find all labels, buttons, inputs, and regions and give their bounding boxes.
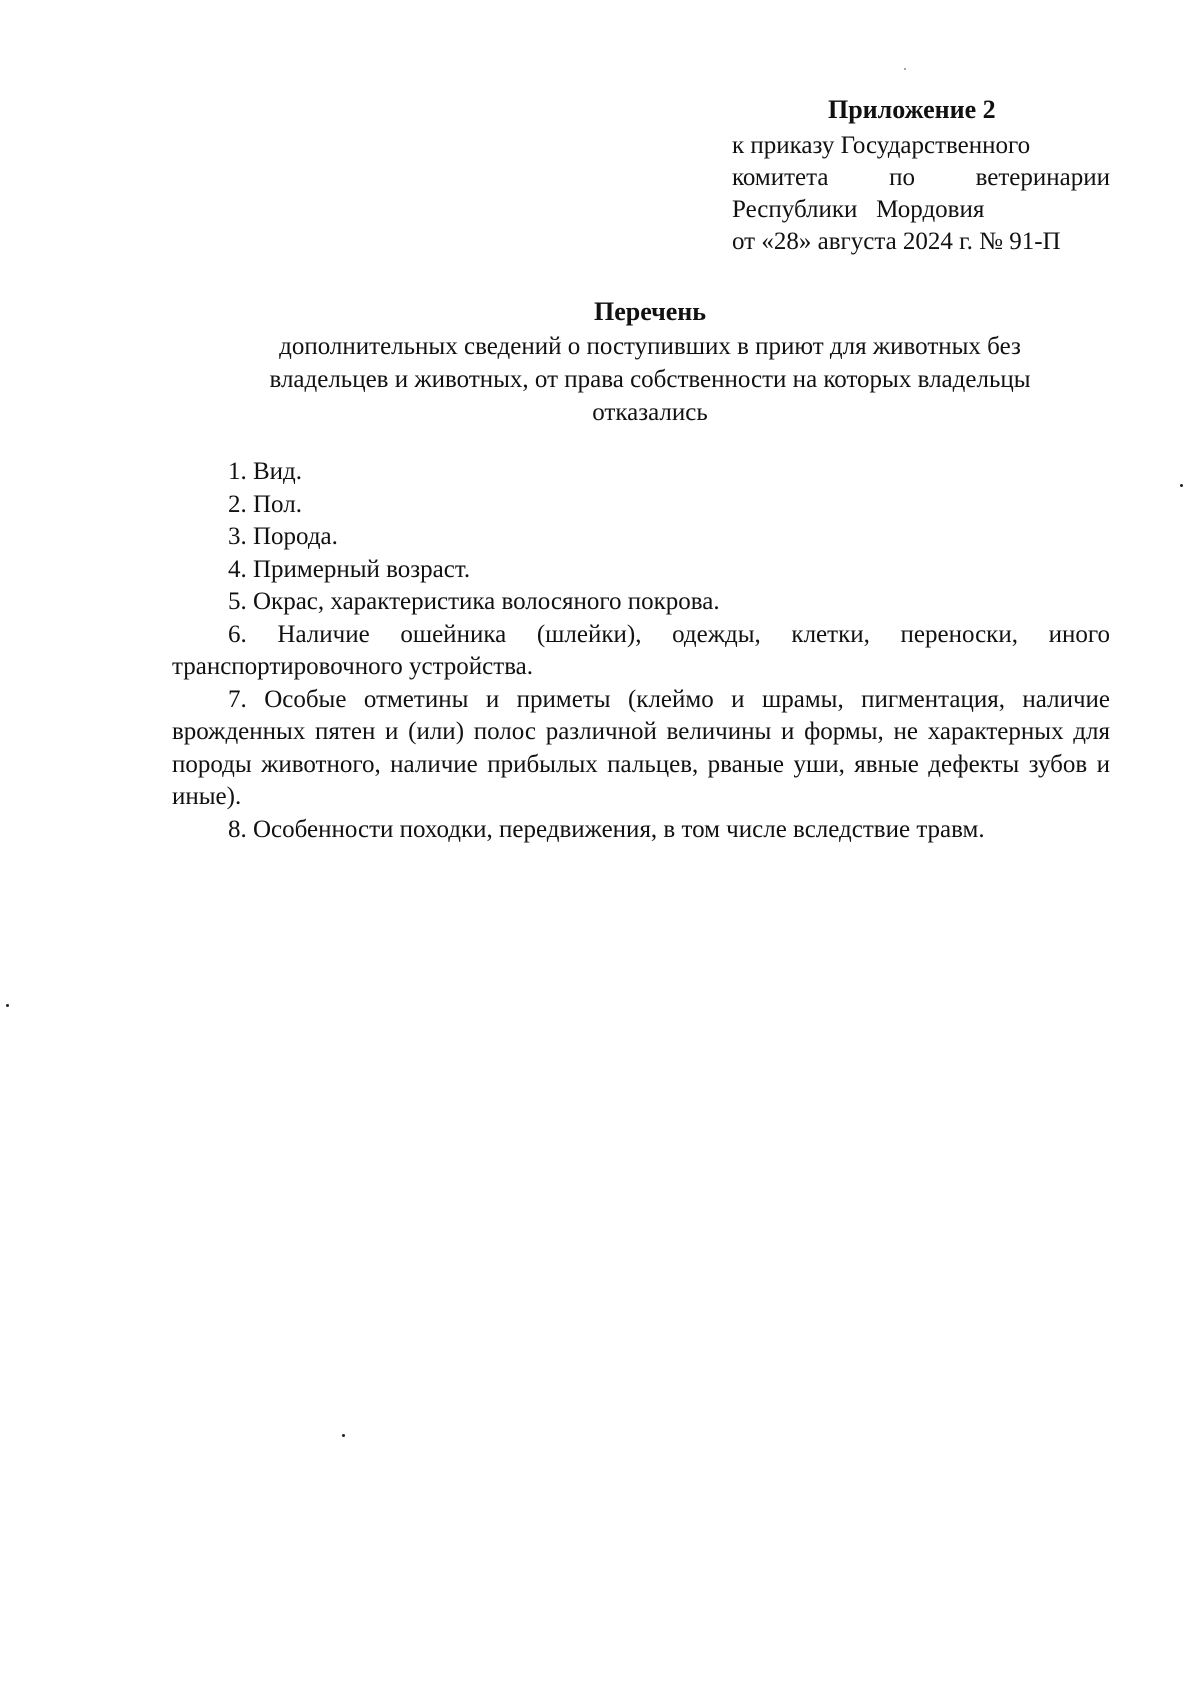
attachment-line-2 bbox=[732, 162, 1110, 194]
list-item: 4. Примерный возраст. bbox=[228, 555, 471, 583]
list-item: 3. Порода. bbox=[228, 523, 338, 550]
list-item: 5. Окрас, характеристика волосяного покрова. bbox=[228, 588, 720, 615]
attachment-block bbox=[732, 94, 1112, 258]
heading-subtitle-line: отказались bbox=[592, 399, 708, 426]
scan-speck bbox=[6, 1004, 9, 1007]
heading-subtitle-line: владельцев и животных, от права собственности на которых владельцы bbox=[269, 366, 1031, 393]
scan-speck bbox=[1180, 484, 1183, 487]
list-item: 1. Вид. bbox=[228, 458, 303, 485]
attachment-word: ветеринарии bbox=[975, 164, 1110, 191]
scan-speck bbox=[342, 1434, 345, 1437]
heading-title: Перечень bbox=[593, 297, 707, 326]
items-list bbox=[172, 456, 1110, 846]
list-item: 6. Наличие ошейника (шлейки), одежды, клетки, переноски, иного транспортировочного устройства. bbox=[172, 620, 1110, 680]
attachment-line-4: от «28» августа 2024 г. № 91-П bbox=[732, 228, 1061, 255]
attachment-word: по bbox=[889, 164, 915, 191]
attachment-word: комитета bbox=[732, 164, 829, 191]
heading-subtitle-line: дополнительных сведений о поступивших в приют для животных без bbox=[279, 333, 1021, 360]
attachment-title: Приложение 2 bbox=[828, 95, 996, 124]
attachment-line-3: Республики Мордовия bbox=[732, 196, 985, 223]
list-item: 2. Пол. bbox=[228, 490, 302, 518]
list-item: 8. Особенности походки, передвижения, в том числе вследствие травм. bbox=[228, 815, 985, 843]
document-heading bbox=[170, 294, 1130, 429]
scan-speck bbox=[904, 68, 906, 70]
list-item: 7. Особые отметины и приметы (клеймо и шрамы, пигментация, наличие врожденных пятен и (или) полос различной величины и формы, не характерных для породы животного, наличие прибылых пальцев, рваные уши, явные дефекты зубов и иные). bbox=[172, 685, 1110, 810]
attachment-line-1: к приказу Государственного bbox=[732, 132, 1031, 159]
